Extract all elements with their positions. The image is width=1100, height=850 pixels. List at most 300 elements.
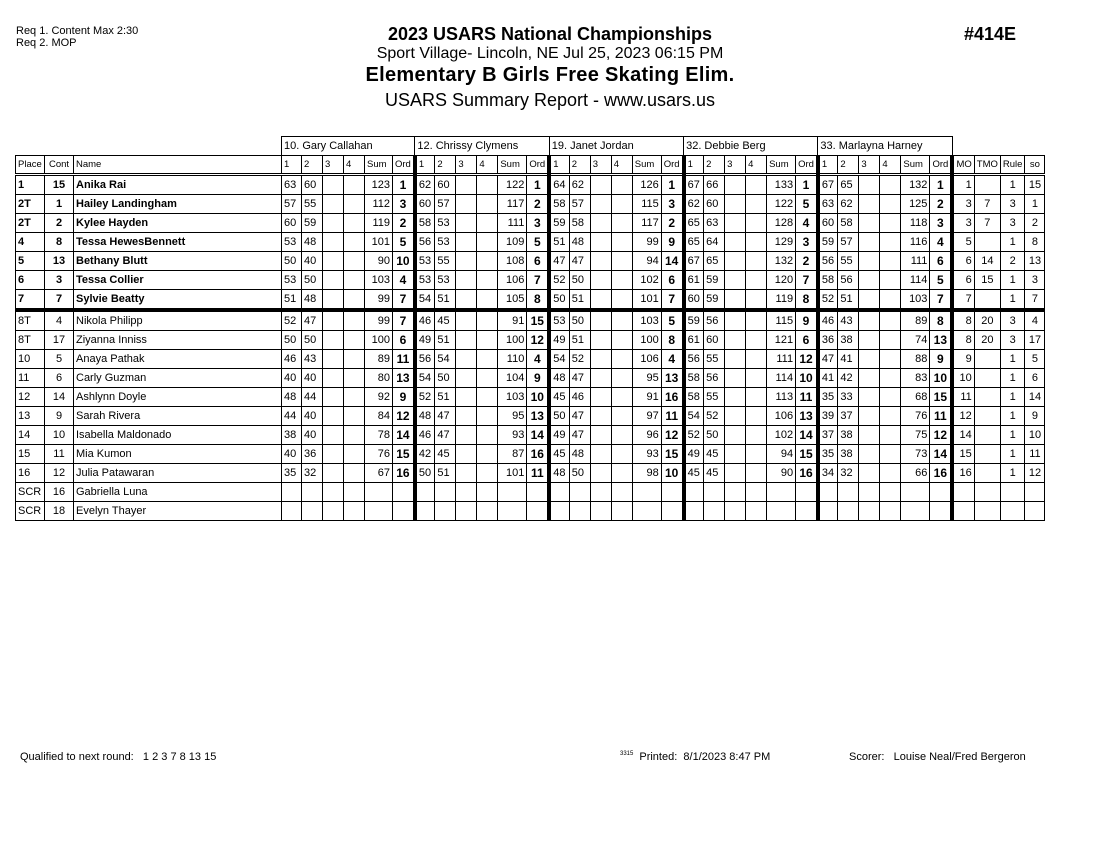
ordinal-cell: 3 [393,195,415,214]
sum-cell: 109 [498,233,527,252]
score-cell: 64 [549,175,569,195]
scorer-footer [849,751,1026,763]
so-cell: 3 [1025,271,1045,290]
score-cell: 59 [302,214,323,233]
score-cell [344,271,365,290]
sum-cell: 93 [632,445,661,464]
score-cell [477,214,498,233]
ordinal-cell: 10 [796,369,818,388]
skater-name: Tessa Collier [74,271,282,290]
tmo-cell [974,464,1000,483]
score-cell [746,252,767,271]
ordinal-cell: 16 [796,464,818,483]
score-cell [477,290,498,311]
tmo-cell [974,290,1000,311]
mo-cell: 6 [952,252,974,271]
ordinal-cell: 11 [527,464,549,483]
mo-cell: 8 [952,310,974,331]
col-mo: MO [952,156,974,175]
col-score-4: 4 [746,156,767,175]
ordinal-cell: 15 [661,445,683,464]
ordinal-cell: 11 [393,350,415,369]
place-cell: 11 [16,369,45,388]
col-cont: Cont [45,156,74,175]
skater-name: Isabella Maldonado [74,426,282,445]
score-cell [344,426,365,445]
sum-cell [498,483,527,502]
score-cell [611,464,632,483]
score-cell: 51 [435,464,456,483]
table-row [16,426,1045,445]
score-cell [725,502,746,521]
score-cell: 51 [569,290,590,311]
sum-cell [365,502,393,521]
so-cell: 2 [1025,214,1045,233]
score-cell: 41 [838,350,859,369]
tmo-cell [974,426,1000,445]
ordinal-cell: 11 [661,407,683,426]
score-cell [590,407,611,426]
rule-cell: 1 [1000,464,1025,483]
mo-cell: 15 [952,445,974,464]
score-cell: 52 [549,271,569,290]
score-cell [323,350,344,369]
ordinal-cell: 12 [393,407,415,426]
ordinal-cell [393,483,415,502]
ordinal-cell: 13 [930,331,952,350]
score-cell: 65 [838,175,859,195]
place-cell: 13 [16,407,45,426]
place-cell: 10 [16,350,45,369]
ordinal-cell: 16 [930,464,952,483]
score-cell: 55 [435,252,456,271]
score-cell [415,502,435,521]
score-cell: 46 [415,310,435,331]
sum-cell: 118 [901,214,930,233]
sum-cell: 67 [365,464,393,483]
score-cell: 45 [549,445,569,464]
ordinal-cell: 13 [527,407,549,426]
col-rule: Rule [1000,156,1025,175]
score-cell [323,175,344,195]
score-cell: 51 [282,290,302,311]
score-cell: 33 [838,388,859,407]
score-cell: 61 [684,331,704,350]
sum-cell: 92 [365,388,393,407]
col-score-2: 2 [569,156,590,175]
sum-cell: 75 [901,426,930,445]
col-score-3: 3 [725,156,746,175]
col-ord: Ord [393,156,415,175]
sum-cell: 101 [365,233,393,252]
mo-cell: 10 [952,369,974,388]
score-cell [456,195,477,214]
place-cell: 2T [16,195,45,214]
ordinal-cell: 9 [661,233,683,252]
sum-cell: 112 [365,195,393,214]
ordinal-cell: 9 [930,350,952,369]
sum-cell: 113 [767,388,796,407]
score-cell: 45 [435,310,456,331]
score-cell: 49 [549,426,569,445]
judge-1-name: 10. Gary Callahan [282,137,415,156]
score-cell [590,502,611,521]
score-cell [684,502,704,521]
skater-name: Mia Kumon [74,445,282,464]
table-row [16,331,1045,350]
place-cell: 1 [16,175,45,195]
score-cell [456,175,477,195]
score-cell [456,483,477,502]
score-cell [477,350,498,369]
score-cell [477,331,498,350]
judge-4-name: 32. Debbie Berg [684,137,818,156]
mo-cell: 11 [952,388,974,407]
score-cell [590,290,611,311]
score-cell: 67 [684,175,704,195]
skater-name: Nikola Philipp [74,310,282,331]
score-cell [323,290,344,311]
sum-cell: 94 [767,445,796,464]
so-cell: 9 [1025,407,1045,426]
ordinal-cell: 1 [527,175,549,195]
skater-name: Carly Guzman [74,369,282,388]
score-cell [725,464,746,483]
score-cell [746,407,767,426]
rule-cell: 1 [1000,388,1025,407]
table-row [16,464,1045,483]
so-cell: 6 [1025,369,1045,388]
score-cell [323,407,344,426]
sum-cell: 80 [365,369,393,388]
ordinal-cell [393,502,415,521]
sum-cell [901,502,930,521]
col-score-4: 4 [880,156,901,175]
tmo-cell [974,445,1000,464]
score-cell [880,195,901,214]
ordinal-cell: 15 [796,445,818,464]
tmo-cell: 14 [974,252,1000,271]
score-cell: 50 [549,407,569,426]
score-cell [456,464,477,483]
mo-cell [952,483,974,502]
tmo-cell [974,175,1000,195]
sum-cell: 95 [498,407,527,426]
score-cell: 52 [818,290,838,311]
sum-cell: 114 [767,369,796,388]
rule-cell: 1 [1000,175,1025,195]
ordinal-cell: 7 [930,290,952,311]
mo-cell: 12 [952,407,974,426]
results-table [15,136,1045,521]
col-score-3: 3 [323,156,344,175]
score-cell: 50 [302,331,323,350]
score-cell [477,195,498,214]
score-cell [477,233,498,252]
sum-cell: 106 [632,350,661,369]
score-cell: 38 [838,426,859,445]
cont-cell: 2 [45,214,74,233]
sum-cell: 121 [767,331,796,350]
sum-cell: 100 [498,331,527,350]
ordinal-cell [527,502,549,521]
col-sum: Sum [901,156,930,175]
ordinal-cell: 11 [930,407,952,426]
score-cell: 52 [704,407,725,426]
score-cell: 62 [838,195,859,214]
cont-cell: 13 [45,252,74,271]
score-cell [590,252,611,271]
score-cell: 35 [818,445,838,464]
rule-cell: 1 [1000,233,1025,252]
score-cell [569,502,590,521]
score-cell: 47 [435,407,456,426]
score-cell: 47 [569,369,590,388]
tmo-cell: 15 [974,271,1000,290]
score-cell: 36 [818,331,838,350]
score-cell [323,426,344,445]
sum-cell: 126 [632,175,661,195]
score-cell [344,407,365,426]
score-cell: 59 [818,233,838,252]
sum-cell: 115 [767,310,796,331]
col-sum: Sum [365,156,393,175]
ordinal-cell: 1 [661,175,683,195]
cont-cell: 8 [45,233,74,252]
score-cell: 44 [302,388,323,407]
printed-footer [620,751,770,763]
score-cell [859,233,880,252]
score-cell [859,445,880,464]
ordinal-cell: 8 [527,290,549,311]
score-cell [859,388,880,407]
score-cell: 59 [704,290,725,311]
judge-5-name: 33. Marlayna Harney [818,137,952,156]
rule-cell: 1 [1000,445,1025,464]
score-cell: 58 [838,214,859,233]
tmo-cell: 20 [974,331,1000,350]
score-cell [746,233,767,252]
place-cell: 12 [16,388,45,407]
score-cell [611,388,632,407]
score-cell: 60 [415,195,435,214]
sum-cell: 76 [365,445,393,464]
place-cell: 16 [16,464,45,483]
ordinal-cell: 4 [661,350,683,369]
score-cell: 56 [415,233,435,252]
skater-name: Evelyn Thayer [74,502,282,521]
col-score-1: 1 [415,156,435,175]
score-cell [611,271,632,290]
score-cell [477,502,498,521]
col-score-2: 2 [302,156,323,175]
score-cell: 66 [704,175,725,195]
score-cell [880,407,901,426]
so-cell: 11 [1025,445,1045,464]
score-cell: 67 [684,252,704,271]
sum-cell: 98 [632,464,661,483]
score-cell: 53 [435,233,456,252]
cont-cell: 10 [45,426,74,445]
tmo-cell: 20 [974,310,1000,331]
score-cell: 51 [435,388,456,407]
score-cell [456,331,477,350]
cont-cell: 16 [45,483,74,502]
score-cell [344,502,365,521]
score-cell: 65 [684,233,704,252]
col-ord: Ord [796,156,818,175]
score-cell [704,502,725,521]
score-cell [323,445,344,464]
score-cell: 57 [435,195,456,214]
score-cell [725,214,746,233]
score-cell [590,233,611,252]
sum-cell: 76 [901,407,930,426]
ordinal-cell: 14 [796,426,818,445]
mo-cell: 5 [952,233,974,252]
score-cell: 46 [818,310,838,331]
sum-cell: 100 [632,331,661,350]
score-cell [590,195,611,214]
cont-cell: 14 [45,388,74,407]
score-cell: 50 [302,271,323,290]
score-cell: 58 [569,214,590,233]
score-cell [415,483,435,502]
so-cell: 5 [1025,350,1045,369]
col-name: Name [74,156,282,175]
score-cell: 47 [818,350,838,369]
col-score-3: 3 [456,156,477,175]
score-cell: 53 [415,252,435,271]
skater-name: Julia Patawaran [74,464,282,483]
sum-cell: 74 [901,331,930,350]
score-cell: 60 [704,331,725,350]
ordinal-cell: 5 [393,233,415,252]
score-cell [725,175,746,195]
score-cell [323,310,344,331]
col-tmo: TMO [974,156,1000,175]
score-cell: 50 [569,310,590,331]
sum-cell: 103 [498,388,527,407]
score-cell: 58 [549,195,569,214]
score-cell: 53 [435,271,456,290]
sum-cell: 125 [901,195,930,214]
event-number: #414E [964,24,1017,44]
mo-cell: 7 [952,290,974,311]
score-cell: 55 [704,388,725,407]
ordinal-cell [796,483,818,502]
score-cell: 50 [282,331,302,350]
col-ord: Ord [930,156,952,175]
score-cell: 48 [549,464,569,483]
col-score-2: 2 [435,156,456,175]
score-cell [880,445,901,464]
place-cell: 5 [16,252,45,271]
score-cell [859,464,880,483]
report-subtitle: USARS Summary Report - www.usars.us [384,90,716,110]
score-cell [549,502,569,521]
mo-cell: 16 [952,464,974,483]
col-score-1: 1 [818,156,838,175]
score-cell [323,252,344,271]
score-cell: 50 [435,369,456,388]
skater-name: Anaya Pathak [74,350,282,369]
score-cell: 52 [415,388,435,407]
ordinal-cell: 8 [796,290,818,311]
score-cell [880,290,901,311]
score-cell: 51 [549,233,569,252]
score-cell: 67 [818,175,838,195]
table-row [16,388,1045,407]
sum-cell: 99 [365,290,393,311]
so-cell: 14 [1025,388,1045,407]
score-cell [746,195,767,214]
mo-cell: 9 [952,350,974,369]
score-cell: 38 [282,426,302,445]
score-cell [456,445,477,464]
ordinal-cell: 10 [393,252,415,271]
sum-cell: 132 [767,252,796,271]
score-cell [323,214,344,233]
sum-cell: 78 [365,426,393,445]
score-cell [323,464,344,483]
score-cell: 42 [415,445,435,464]
score-cell: 57 [838,233,859,252]
ordinal-cell [930,483,952,502]
score-cell: 53 [549,310,569,331]
score-cell [880,252,901,271]
col-score-4: 4 [611,156,632,175]
score-cell [477,252,498,271]
sum-cell: 90 [767,464,796,483]
ordinal-cell: 13 [661,369,683,388]
place-cell: SCR [16,502,45,521]
ordinal-cell: 5 [796,195,818,214]
ordinal-cell: 3 [661,195,683,214]
tmo-cell [974,233,1000,252]
place-cell: 8T [16,310,45,331]
sum-cell: 114 [901,271,930,290]
column-header-row [16,156,1045,175]
score-cell: 60 [818,214,838,233]
score-cell: 62 [415,175,435,195]
score-cell: 54 [684,407,704,426]
printed-value: 8/1/2023 8:47 PM [683,751,771,763]
sum-cell: 119 [767,290,796,311]
score-cell [456,214,477,233]
cont-cell: 15 [45,175,74,195]
ordinal-cell: 2 [393,214,415,233]
ordinal-cell: 5 [930,271,952,290]
judge-2-name: 12. Chrissy Clymens [415,137,549,156]
score-cell: 35 [282,464,302,483]
ordinal-cell: 4 [796,214,818,233]
ordinal-cell: 2 [527,195,549,214]
score-cell [725,252,746,271]
ordinal-cell: 7 [393,310,415,331]
ordinal-cell: 6 [930,252,952,271]
score-cell [590,271,611,290]
score-cell [590,388,611,407]
score-cell [590,426,611,445]
col-sum: Sum [767,156,796,175]
rule-cell [1000,502,1025,521]
score-cell: 51 [435,331,456,350]
col-score-4: 4 [477,156,498,175]
score-cell: 53 [435,214,456,233]
sum-cell: 111 [901,252,930,271]
score-cell [859,252,880,271]
